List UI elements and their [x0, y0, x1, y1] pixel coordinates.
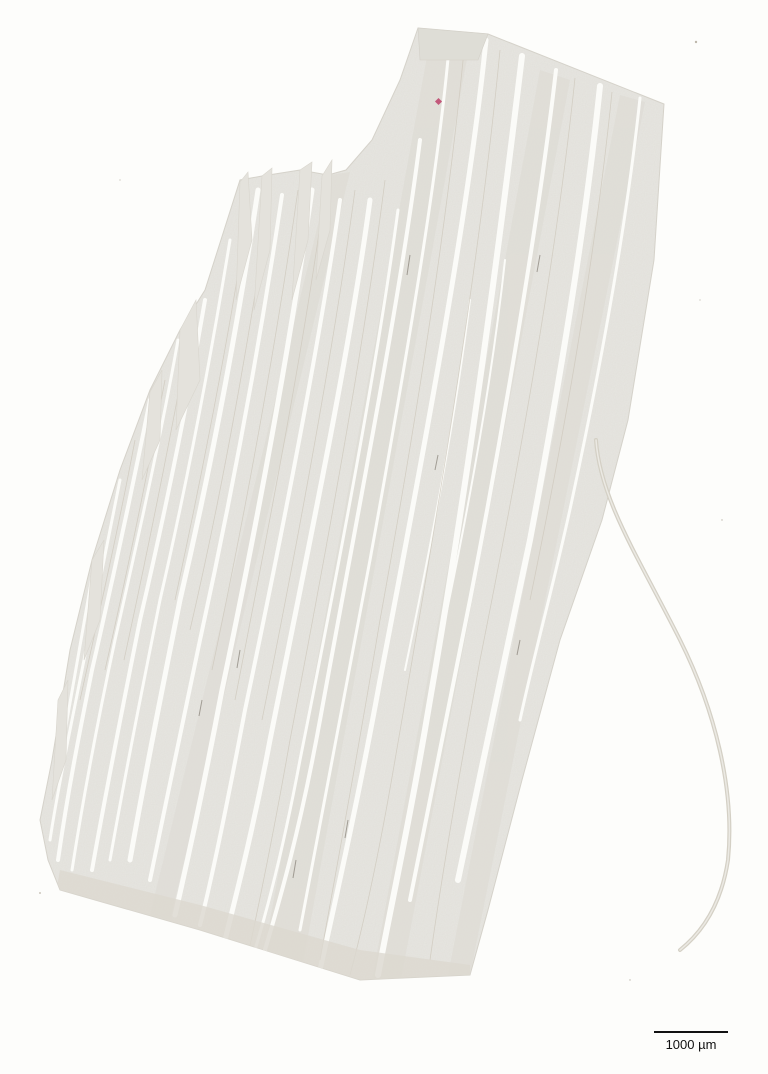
- detached-fibre-strand: [596, 440, 729, 950]
- scale-bar-line: [654, 1031, 728, 1033]
- scale-bar: [652, 1028, 730, 1058]
- scale-bar-label: 1000 µm: [665, 1037, 717, 1052]
- tissue-top-edge: [418, 28, 488, 60]
